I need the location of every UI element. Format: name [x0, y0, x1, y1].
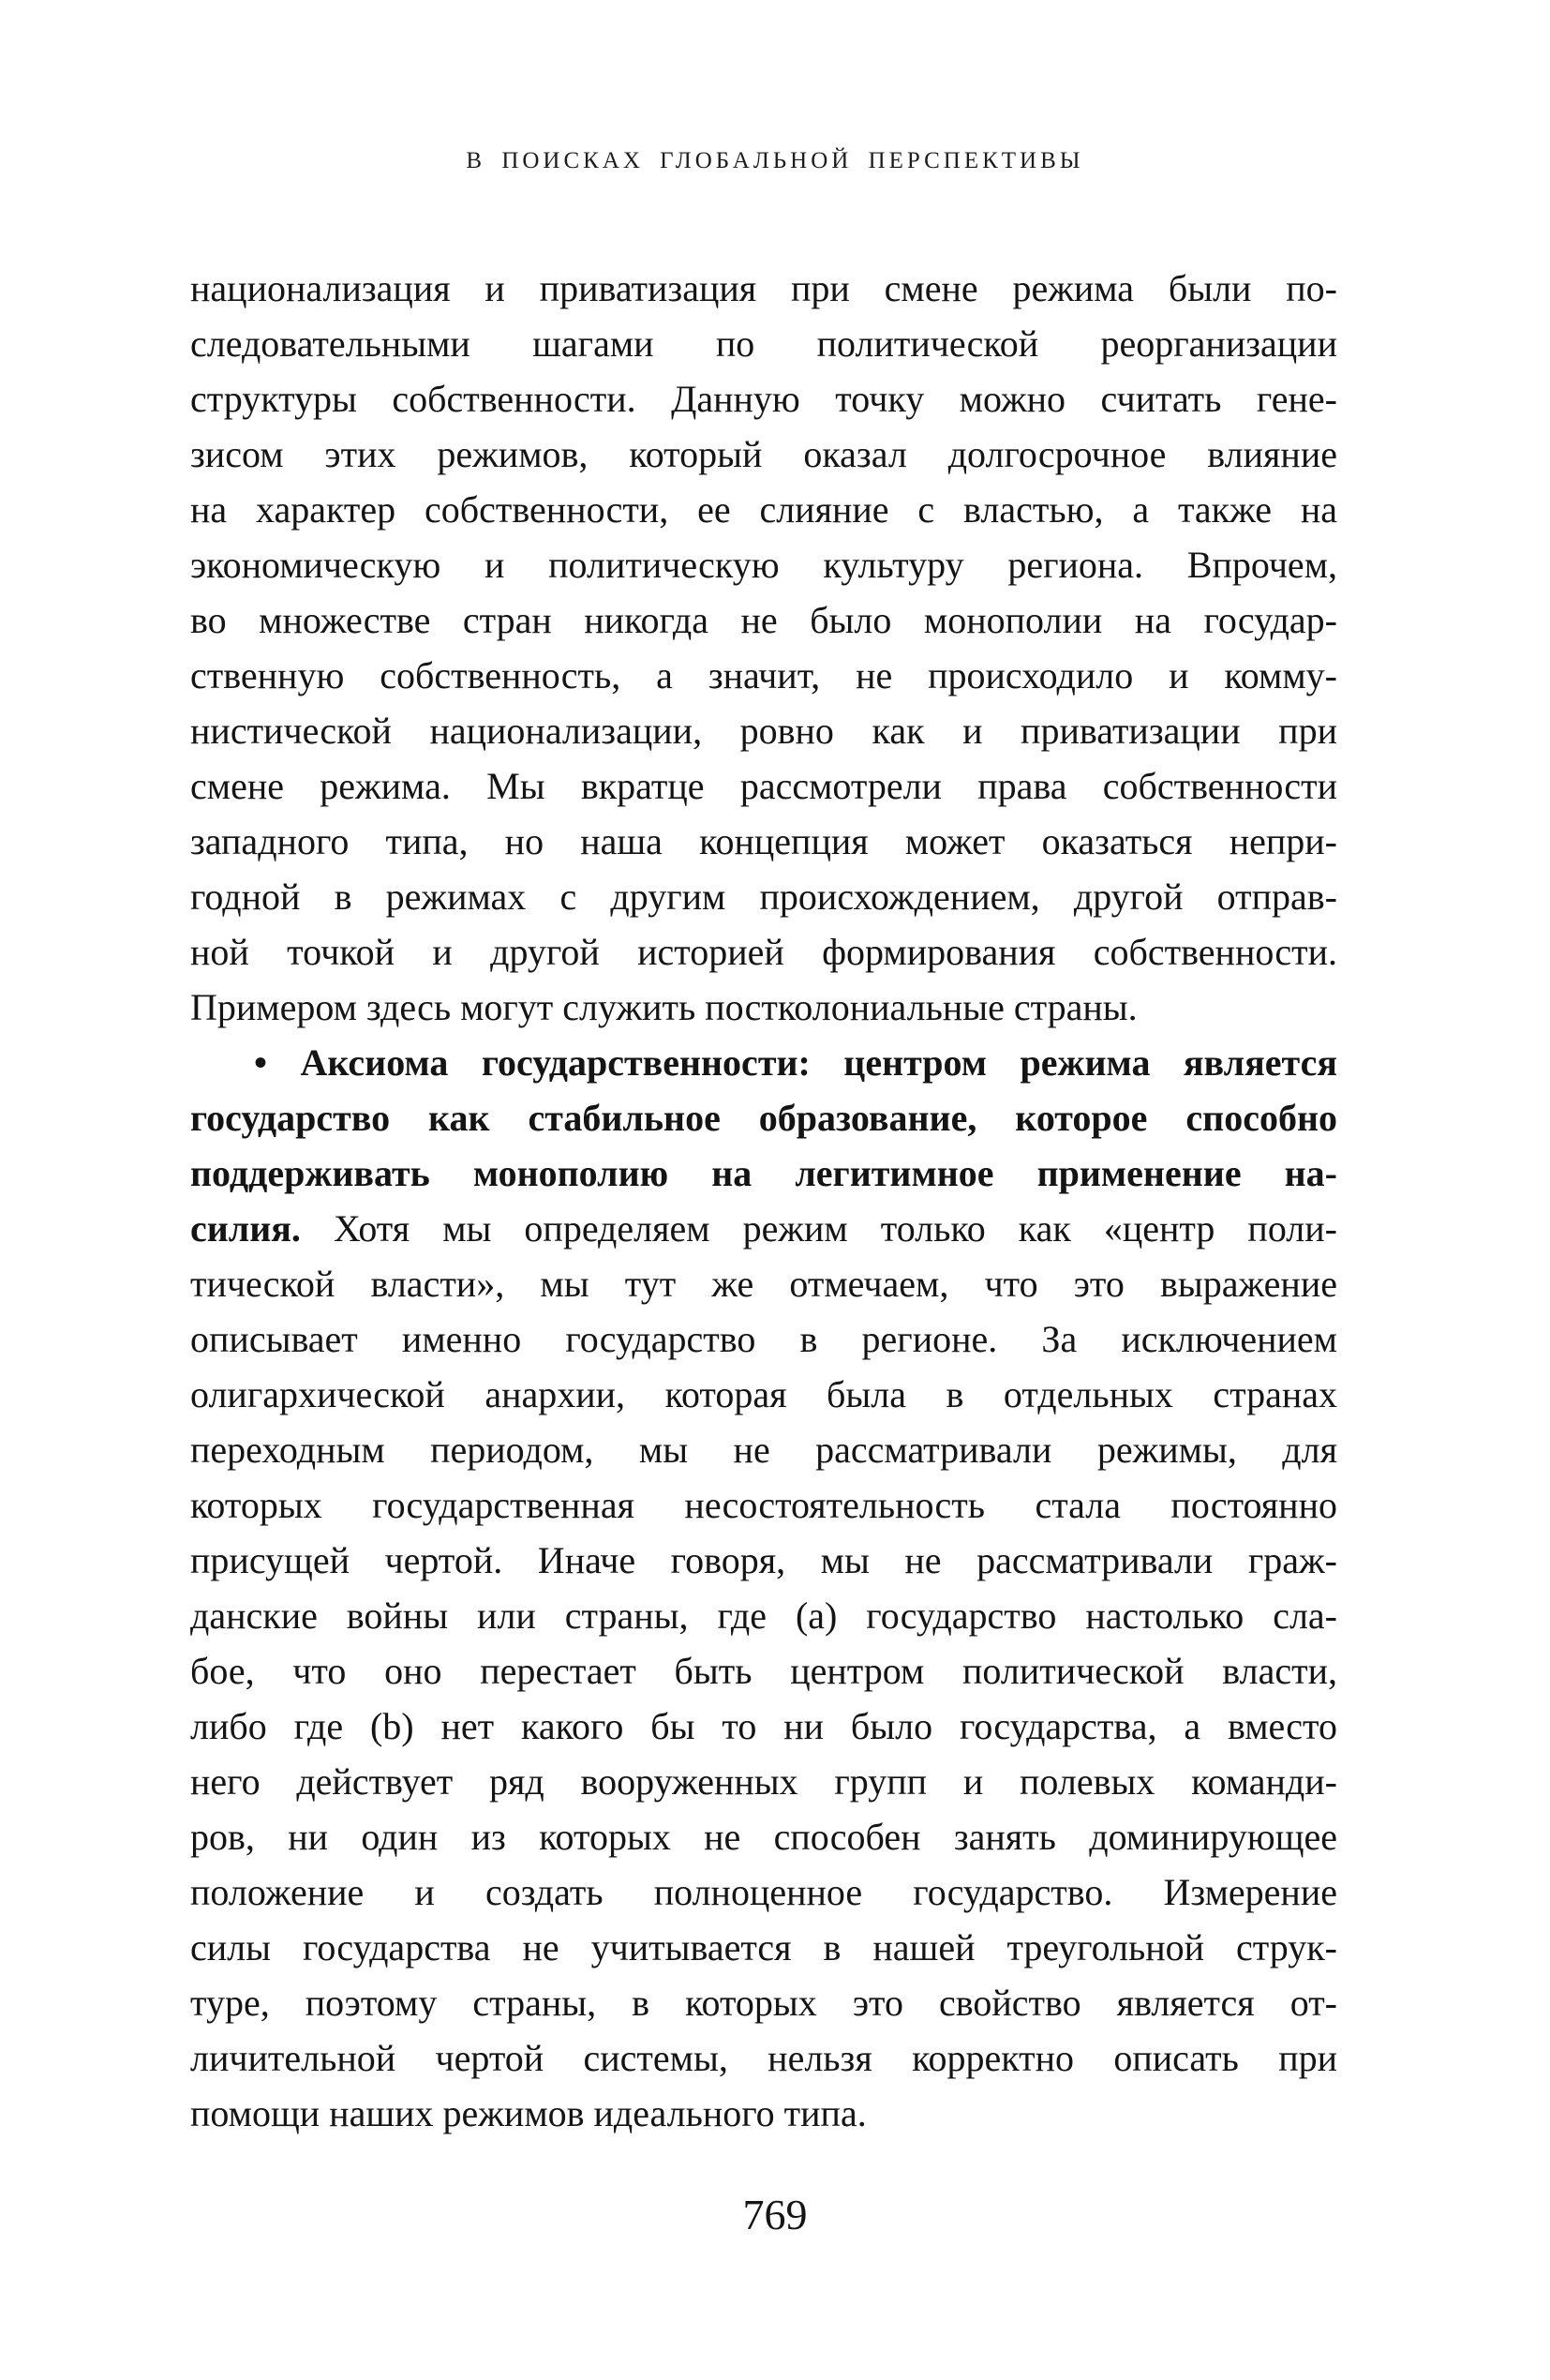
text-line: [190, 1035, 1337, 1090]
text-line: [190, 869, 1337, 924]
text-line: [190, 371, 1337, 427]
text-line: [190, 427, 1337, 482]
text-line: [190, 1145, 1337, 1201]
text-segment: Хотя мы определяем режим только как «центр поли-: [300, 1207, 1337, 1250]
running-header: В ПОИСКАХ ГЛОБАЛЬНОЙ ПЕРСПЕКТИВЫ: [466, 148, 1084, 173]
text-line: [190, 980, 1337, 1035]
text-line: [190, 1311, 1337, 1367]
text-segment: Примером здесь могут служить постколониальные страны.: [190, 986, 1138, 1028]
text-line: [190, 648, 1337, 703]
text-segment: бое, что оно перестает быть центром политической власти,: [190, 1650, 1337, 1692]
text-line: [190, 1864, 1337, 1920]
text-segment-bold: силия.: [190, 1207, 301, 1250]
text-segment: либо где (b) нет какого бы то ни было государства, а вместо: [190, 1705, 1337, 1747]
text-line: [190, 1201, 1337, 1256]
text-segment: олигархической анархии, которая была в отдельных странах: [190, 1373, 1337, 1415]
text-line: [190, 814, 1337, 869]
text-segment: нистической национализации, ровно как и приватизации при: [190, 710, 1337, 752]
text-line: [190, 1920, 1337, 1975]
text-line: [190, 537, 1337, 592]
page-body: [190, 261, 1337, 2141]
text-segment: на характер собственности, ее слияние с властью, а также на: [190, 488, 1337, 531]
text-line: [190, 482, 1337, 537]
text-segment: зисом этих режимов, который оказал долгосрочное влияние: [190, 433, 1337, 475]
text-line: [190, 1533, 1337, 1588]
text-line: [190, 1809, 1337, 1864]
text-line: [190, 261, 1337, 316]
text-segment: смене режима. Мы вкратце рассмотрели права собственности: [190, 765, 1337, 807]
text-segment: него действует ряд вооруженных групп и полевых команди-: [190, 1760, 1337, 1803]
text-segment: присущей чертой. Иначе говоря, мы не рассматривали граж-: [190, 1539, 1337, 1581]
text-segment: национализация и приватизация при смене режима были по-: [190, 267, 1337, 309]
text-segment: которых государственная несостоятельность стала постоянно: [190, 1484, 1337, 1526]
text-line: [190, 1367, 1337, 1422]
text-segment-bold: • Аксиома государственности: центром режима является: [254, 1041, 1337, 1084]
text-line: [190, 1754, 1337, 1809]
page-number: 769: [742, 2191, 808, 2238]
text-segment: тической власти», мы тут же отмечаем, что это выражение: [190, 1263, 1337, 1305]
text-segment: структуры собственности. Данную точку можно считать гене-: [190, 378, 1337, 420]
text-line: [190, 1477, 1337, 1533]
text-line: [190, 703, 1337, 758]
text-line: [190, 316, 1337, 371]
text-line: [190, 592, 1337, 648]
text-line: [190, 1256, 1337, 1311]
text-segment: положение и создать полноценное государство. Измерение: [190, 1871, 1337, 1913]
text-segment: описывает именно государство в регионе. За исключением: [190, 1318, 1337, 1360]
text-segment: во множестве стран никогда не было монополии на государ-: [190, 599, 1337, 641]
text-segment: следовательными шагами по политической реорганизации: [190, 322, 1337, 365]
text-segment: туре, поэтому страны, в которых это свойство является от-: [190, 1982, 1337, 2024]
text-segment: переходным периодом, мы не рассматривали режимы, для: [190, 1429, 1337, 1471]
text-line: [190, 2086, 1337, 2141]
text-line: [190, 758, 1337, 814]
text-line: [190, 2030, 1337, 2086]
text-segment-bold: государство как стабильное образование, которое способно: [190, 1097, 1337, 1139]
text-line: [190, 1643, 1337, 1699]
text-segment: ной точкой и другой историей формирования собственности.: [190, 931, 1337, 973]
text-segment: помощи наших режимов идеального типа.: [190, 2092, 867, 2134]
text-line: [190, 1422, 1337, 1477]
text-segment: личительной чертой системы, нельзя корректно описать при: [190, 2037, 1337, 2079]
text-line: [190, 924, 1337, 980]
text-line: [190, 1090, 1337, 1145]
text-segment-bold: поддерживать монополию на легитимное применение на-: [190, 1152, 1337, 1194]
text-line: [190, 1975, 1337, 2030]
text-segment: силы государства не учитывается в нашей треугольной струк-: [190, 1926, 1337, 1968]
text-line: [190, 1699, 1337, 1754]
text-segment: экономическую и политическую культуру региона. Впрочем,: [190, 544, 1337, 586]
text-segment: годной в режимах с другим происхождением, другой отправ-: [190, 876, 1337, 918]
text-segment: ственную собственность, а значит, не происходило и комму-: [190, 654, 1337, 696]
text-line: [190, 1588, 1337, 1643]
text-segment: ров, ни один из которых не способен занять доминирующее: [190, 1816, 1337, 1858]
text-segment: данские войны или страны, где (а) государство настолько сла-: [190, 1594, 1337, 1637]
text-segment: западного типа, но наша концепция может оказаться непри-: [190, 820, 1337, 862]
